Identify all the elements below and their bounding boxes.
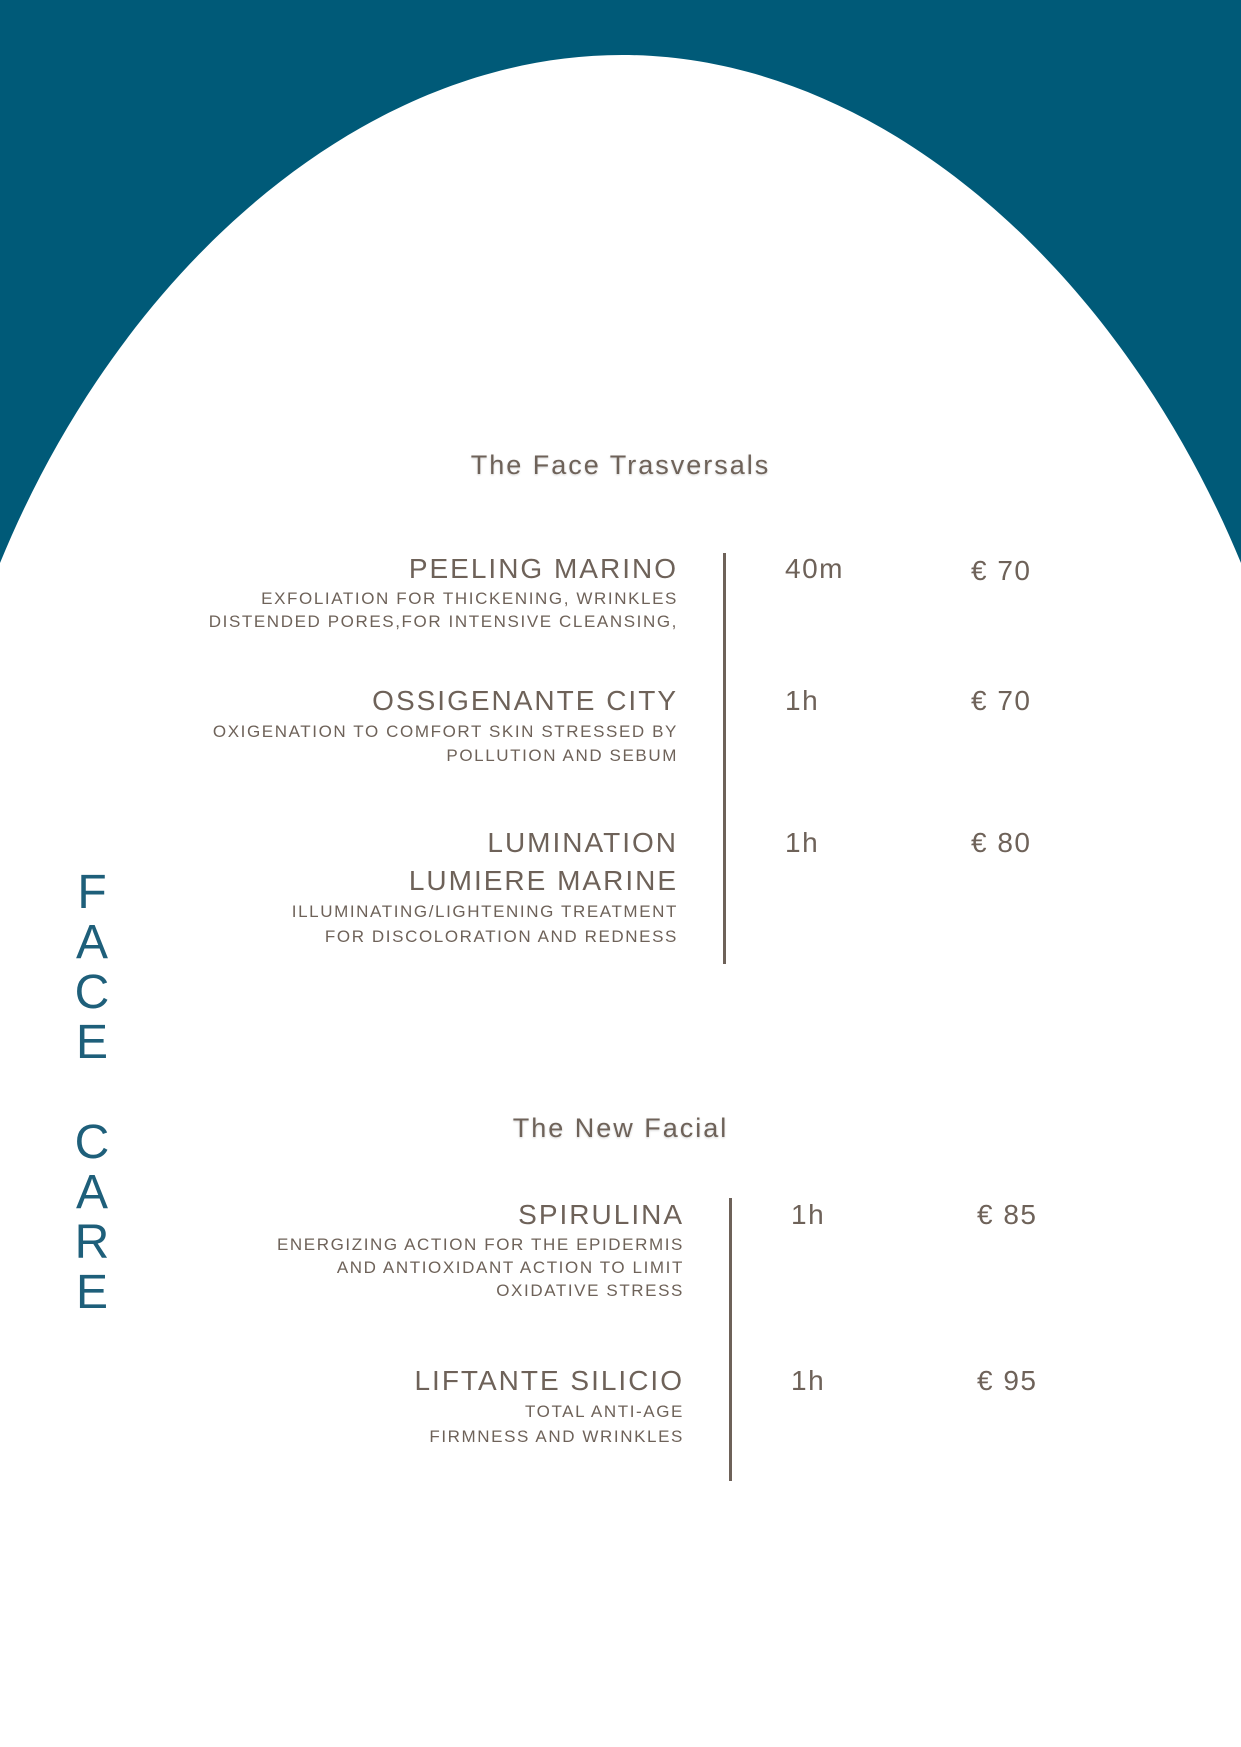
treatment-price: € 95 [977,1365,1038,1396]
treatment-price: € 70 [971,555,1032,586]
treatment-name: LUMIERE MARINE [408,865,678,896]
treatment-name: SPIRULINA [518,1199,684,1230]
treatment-price: € 80 [971,827,1032,858]
treatment-duration: 1h [785,685,820,716]
treatment-price: € 70 [971,685,1032,716]
treatment-desc-line: TOTAL ANTI-AGE [524,1402,684,1421]
treatment-desc-line: OXIDATIVE STRESS [496,1281,684,1300]
treatment-desc-line: OXIGENATION TO COMFORT SKIN STRESSED BY [212,722,678,741]
vertical-letter: F [77,866,107,919]
section-divider-line [729,1198,732,1481]
treatment-desc-line: ILLUMINATING/LIGHTENING TREATMENT [291,902,678,921]
vertical-letter: E [75,1016,108,1069]
vertical-letter: R [74,1216,110,1269]
treatment-desc-line: FIRMNESS AND WRINKLES [429,1427,684,1446]
treatment-duration: 1h [791,1365,826,1396]
vertical-letter: C [74,966,110,1019]
section-title-new-facial: The New Facial [512,1113,729,1143]
treatment-name: PEELING MARINO [408,553,678,584]
treatment-name: LUMINATION [487,827,678,858]
vertical-letter: C [74,1116,110,1169]
treatment-desc-line: POLLUTION AND SEBUM [446,746,678,765]
vertical-letter: E [75,1266,108,1319]
treatment-duration: 40m [785,553,844,584]
section-divider-line [723,553,726,964]
vertical-letter: A [75,916,108,969]
section-title-face-trasversals: The Face Trasversals [470,450,771,480]
treatment-desc-line: ENERGIZING ACTION FOR THE EPIDERMIS [276,1235,684,1254]
treatment-name: OSSIGENANTE CITY [372,685,678,716]
treatment-name: LIFTANTE SILICIO [414,1365,684,1396]
treatment-desc-line: EXFOLIATION FOR THICKENING, WRINKLES [261,589,678,608]
treatment-duration: 1h [785,827,820,858]
treatment-desc-line: DISTENDED PORES,FOR INTENSIVE CLEANSING, [208,612,678,631]
vertical-letter: A [75,1166,108,1219]
treatment-price: € 85 [977,1199,1038,1230]
treatment-desc-line: FOR DISCOLORATION AND REDNESS [324,927,678,946]
treatment-duration: 1h [791,1199,826,1230]
treatment-desc-line: AND ANTIOXIDANT ACTION TO LIMIT [336,1258,684,1277]
